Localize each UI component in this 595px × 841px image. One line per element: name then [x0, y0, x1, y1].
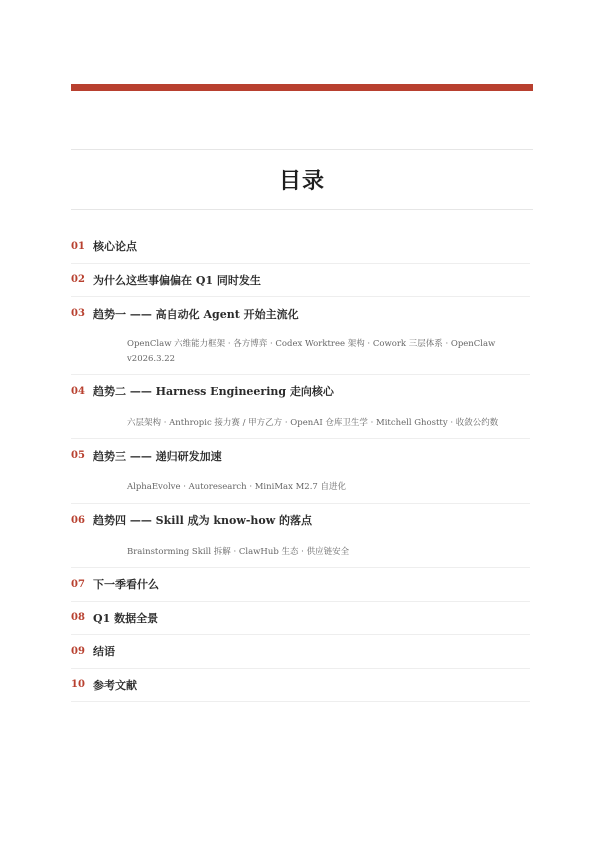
toc-entry-number: 09 — [71, 645, 85, 657]
toc-entry-title: 结语 — [93, 645, 115, 659]
toc-entry-subtopics — [71, 537, 530, 568]
title-top-divider — [71, 149, 533, 150]
toc-entry-number: 10 — [71, 679, 85, 691]
toc-entry-title: 下一季看什么 — [93, 578, 159, 592]
toc-entry-10[interactable] — [71, 669, 530, 703]
toc-entry-number: 01 — [71, 240, 85, 252]
toc-entry-number: 07 — [71, 578, 85, 590]
toc-entry-05[interactable] — [71, 439, 530, 504]
toc-entry-08[interactable] — [71, 602, 530, 636]
toc-entry-title: Q1 数据全景 — [93, 611, 159, 625]
toc-entry-06[interactable] — [71, 504, 530, 569]
toc-entry-04[interactable] — [71, 375, 530, 440]
toc-entry-title: 趋势四 —— Skill 成为 know-how 的落点 — [93, 514, 313, 528]
toc-entry-03[interactable] — [71, 297, 530, 375]
toc-entry-number: 02 — [71, 274, 85, 286]
toc-entry-title: 趋势三 —— 递归研发加速 — [93, 449, 222, 463]
header-accent-bar — [71, 84, 533, 91]
title-bottom-divider — [71, 209, 533, 210]
toc-entry-title: 为什么这些事偏偏在 Q1 同时发生 — [93, 273, 261, 287]
toc-entry-title: 趋势一 —— 高自动化 Agent 开始主流化 — [93, 307, 299, 321]
toc-entry-09[interactable] — [71, 635, 530, 669]
toc-entry-number: 04 — [71, 385, 85, 397]
toc-entry-subtopics — [71, 473, 530, 504]
toc-entry-title: 核心论点 — [93, 240, 137, 254]
toc-entry-number: 05 — [71, 450, 85, 462]
page-title: 目录 — [278, 168, 325, 194]
toc-entry-title: 趋势二 —— Harness Engineering 走向核心 — [93, 385, 334, 399]
toc-entry-number: 08 — [71, 612, 85, 624]
toc-entry-number: 06 — [71, 514, 85, 526]
table-of-contents — [71, 230, 530, 702]
toc-entry-02[interactable] — [71, 264, 530, 298]
toc-entry-subtopics-text: AlphaEvolve · Autoresearch · MiniMax M2.7 自进化 — [127, 482, 347, 492]
toc-entry-subtopics — [71, 408, 530, 439]
toc-entry-subtopics-text: 六层架构 · Anthropic 接力赛 / 甲方乙方 · OpenAI 仓库卫生学 · Mitchell Ghostty · 收敛公约数 — [127, 417, 499, 428]
toc-entry-subtopics-text: Brainstorming Skill 拆解 · ClawHub 生态 · 供应链安全 — [127, 546, 350, 557]
toc-entry-number: 03 — [71, 308, 85, 320]
toc-entry-07[interactable] — [71, 568, 530, 602]
toc-entry-subtopics — [71, 331, 530, 375]
toc-entry-01[interactable] — [71, 230, 530, 264]
toc-entry-title: 参考文献 — [93, 678, 137, 692]
toc-entry-subtopics-text: OpenClaw 六维能力框架 · 各方博弈 · Codex Worktree 架构 · Cowork 三层体系 · OpenClaw v2026.3.22 — [127, 339, 496, 364]
